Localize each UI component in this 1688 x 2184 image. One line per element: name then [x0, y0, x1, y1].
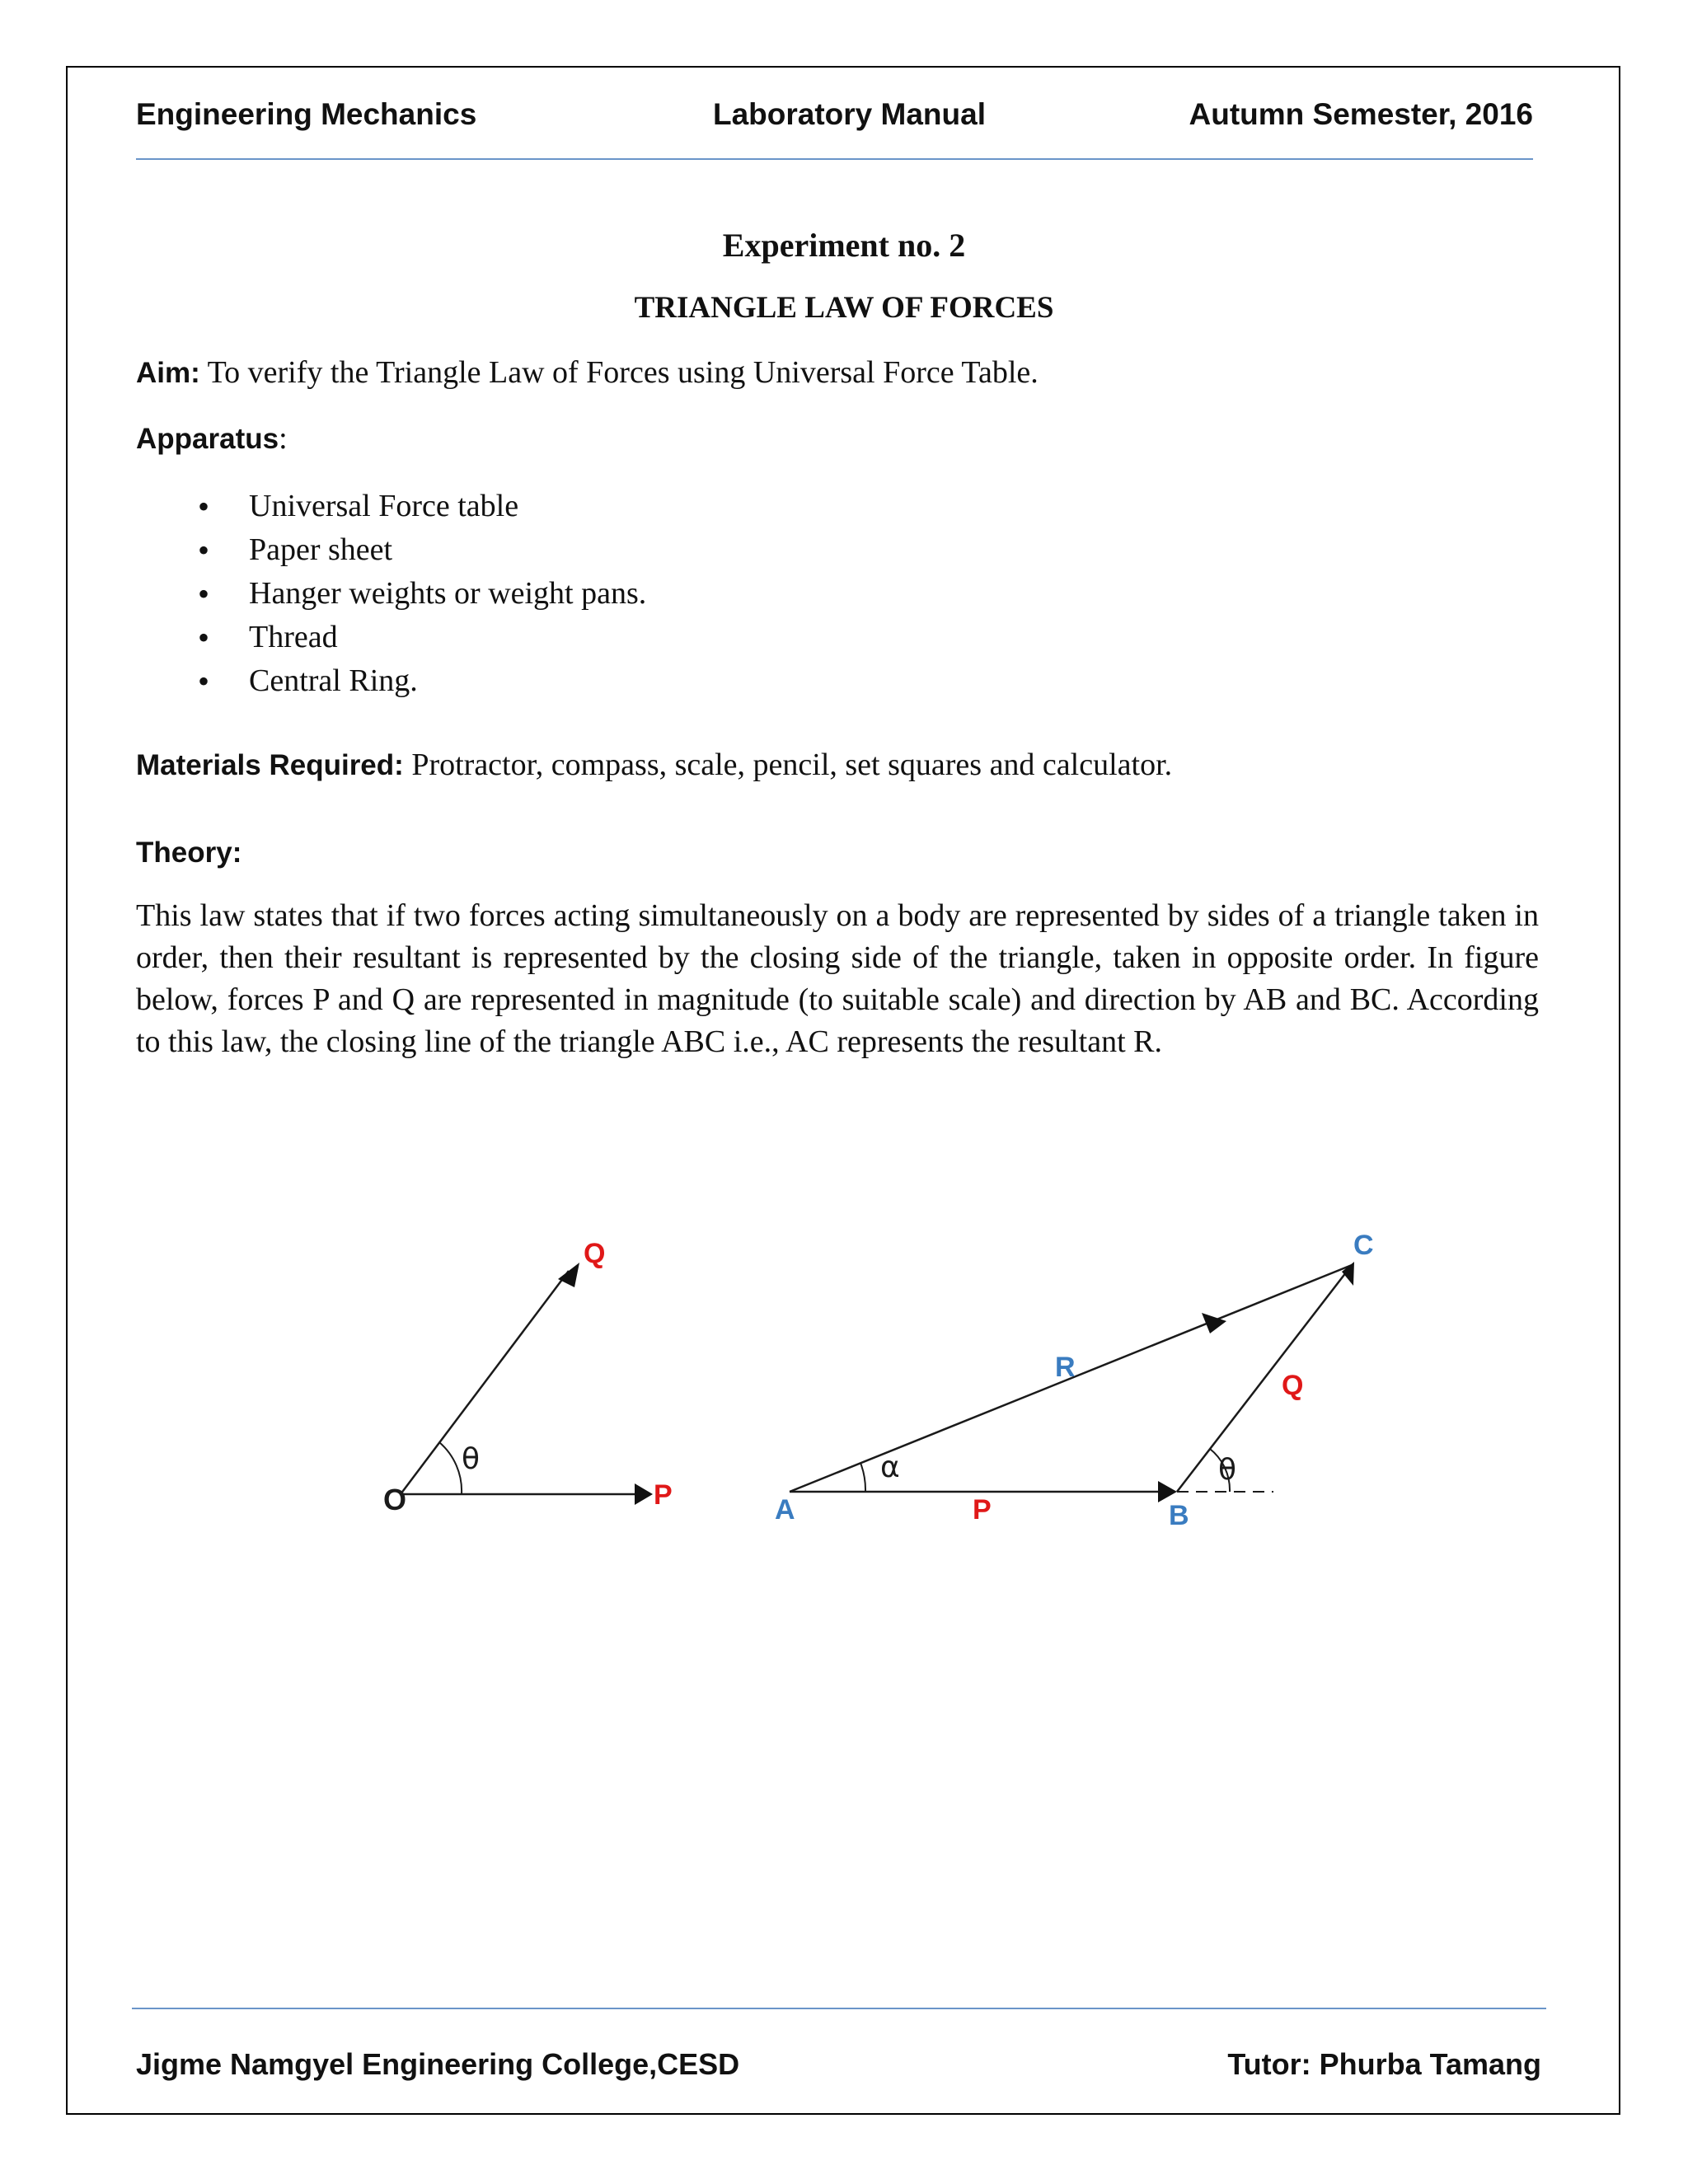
label-b: B — [1169, 1500, 1189, 1531]
list-item: • Thread — [190, 616, 646, 659]
apparatus-colon: : — [279, 421, 288, 456]
list-item: • Central Ring. — [190, 659, 646, 703]
arrowhead-icon — [1342, 1262, 1354, 1286]
label-r: R — [1055, 1352, 1076, 1383]
experiment-title: Experiment no. 2 — [722, 227, 966, 264]
label-alpha: α — [880, 1451, 900, 1484]
footer-divider — [132, 2008, 1546, 2009]
footer-tutor: Tutor: Phurba Tamang — [1227, 2047, 1541, 2081]
angle-arc-alpha — [860, 1463, 865, 1492]
theory-label: Theory: — [136, 837, 242, 869]
header-course: Engineering Mechanics — [136, 97, 477, 131]
list-item: • Universal Force table — [190, 485, 646, 528]
arrowhead-icon — [558, 1263, 579, 1287]
materials-label: Materials Required: — [136, 749, 404, 781]
apparatus-label: Apparatus — [136, 423, 279, 455]
header-semester: Autumn Semester, 2016 — [1189, 97, 1533, 131]
arrowhead-icon — [635, 1483, 653, 1505]
label-p: P — [654, 1479, 673, 1511]
angle-arc-theta — [439, 1442, 462, 1494]
page-footer — [136, 2047, 1541, 2088]
label-theta: θ — [462, 1442, 481, 1476]
list-item: • Hanger weights or weight pans. — [190, 572, 646, 616]
label-p-side: P — [973, 1494, 992, 1526]
materials-text: Protractor, compass, scale, pencil, set squares and calculator. — [403, 748, 1173, 782]
list-item: • Paper sheet — [190, 528, 646, 572]
label-o: O — [383, 1483, 407, 1516]
experiment-subtitle: TRIANGLE LAW OF FORCES — [634, 291, 1054, 325]
label-q: Q — [584, 1238, 606, 1269]
aim-label: Aim: — [136, 357, 200, 389]
label-a: A — [775, 1494, 795, 1526]
vector-q-line — [401, 1271, 569, 1494]
footer-college: Jigme Namgyel Engineering College,CESD — [136, 2047, 740, 2081]
header-manual: Laboratory Manual — [713, 97, 986, 131]
label-theta-b: θ — [1218, 1453, 1237, 1487]
side-bc-line — [1177, 1265, 1352, 1492]
triangle-diagram-right — [775, 1230, 1374, 1531]
theory-paragraph: This law states that if two forces acting simultaneously on a body are represented by sides of a triangle taken in order, then their resultant is represented by the closing side of the triangle, taken in opposite order. In figure below, forces P and Q are represented in magnitude (to suitable scale) and direction by AB and BC. According to this law, the closing line of the triangle ABC i.e., AC represents the resultant R. — [136, 898, 1539, 1059]
vector-diagram-left — [383, 1238, 673, 1516]
aim-text: To verify the Triangle Law of Forces using Universal Force Table. — [199, 355, 1039, 390]
label-q-side: Q — [1282, 1370, 1304, 1401]
label-c: C — [1353, 1230, 1374, 1261]
